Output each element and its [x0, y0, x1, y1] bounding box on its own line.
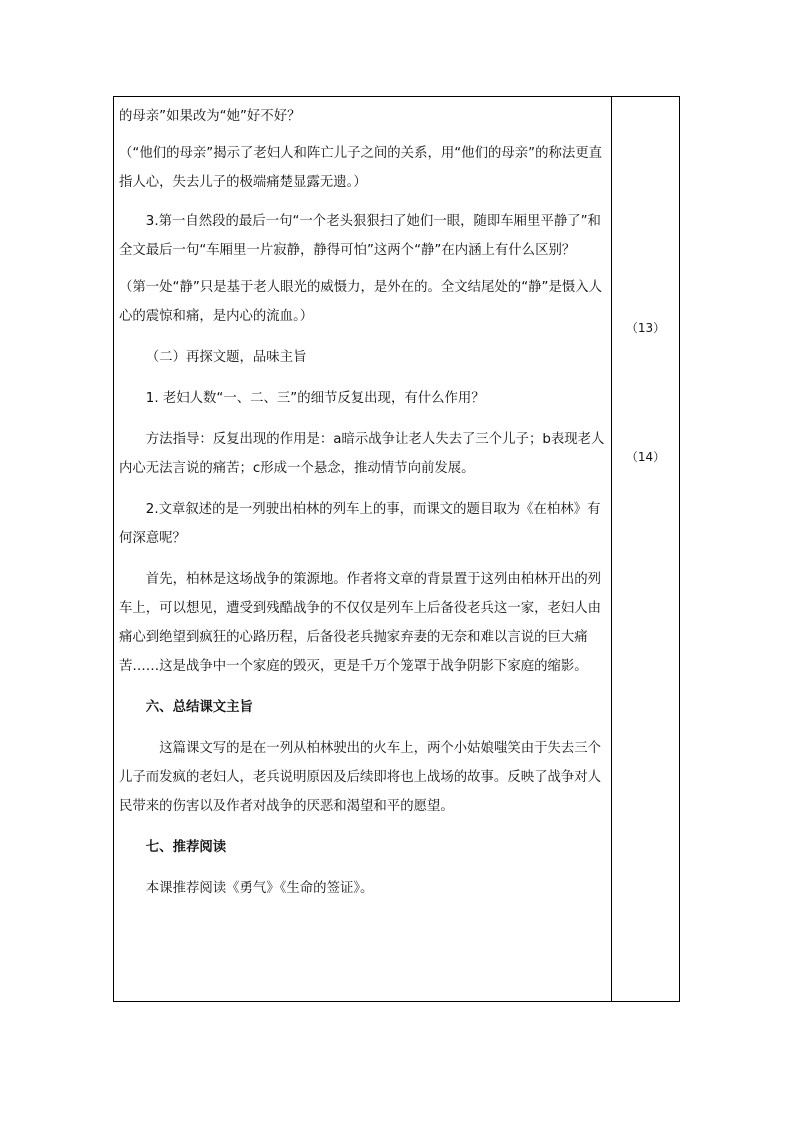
question-2: 2.文章叙述的是一列驶出柏林的列车上的事，而课文的题目取为《在柏林》有何深意呢？ [119, 502, 601, 546]
answer-paragraph: 首先，柏林是这场战争的策源地。作者将文章的背景置于这列由柏林开出的列车上，可以想见，遭受到残酷战争的不仅仅是列车上后备役老兵这一家，老妇人由痛心到绝望到疯狂的心路历程，后备役老兵抛家弃妻的无奈和难以言说的巨大痛苦……这是战争中一个家庭的毁灭，更是千万个笼罩于战争阴影下家庭的缩影。 [119, 572, 602, 674]
method-guide: 方法指导：反复出现的作用是：a暗示战争让老人失去了三个儿子；b表现老人内心无法言说的痛苦；c形成一个悬念，推动情节向前发展。 [119, 432, 605, 476]
side-note-13: （13） [625, 321, 666, 335]
section-heading-7: 七、推荐阅读 [145, 840, 227, 855]
answer-paragraph: （“他们的母亲”揭示了老妇人和阵亡儿子之间的关系，用“他们的母亲”的称法更直指人心，失去儿子的极端痛楚显露无遗。） [119, 146, 603, 190]
section-heading-6: 六、总结课文主旨 [145, 700, 253, 715]
question-3: 3.第一自然段的最后一句“一个老头狠狠扫了她们一眼，随即车厢里平静了”和全文最后一句“车厢里一片寂静，静得可怕”这两个“静”在内涵上有什么区别？ [119, 214, 601, 258]
column-divider [611, 96, 612, 1002]
question-1: 1. 老妇人数“一、二、三”的细节反复出现，有什么作用？ [145, 391, 485, 406]
question-continuation: 的母亲”如果改为“她”好不好？ [119, 109, 301, 124]
reading-recommendation: 本课推荐阅读《勇气》《生命的签证》。 [145, 881, 374, 896]
answer-paragraph: （第一处“静”只是基于老人眼光的威慑力，是外在的。全文结尾处的“静”是慑入人心的震惊和痛，是内心的流血。） [119, 280, 603, 324]
section-heading: （二）再探文题，品味主旨 [145, 350, 307, 365]
lesson-content [119, 102, 607, 903]
summary-paragraph: 这篇课文写的是在一列从柏林驶出的火车上，两个小姑娘嗤笑由于失去三个儿子而发疯的老妇人，老兵说明原因及后续即将也上战场的故事。反映了战争对人民带来的伤害以及作者对战争的厌恶和渴望和平的愿望。 [119, 741, 602, 814]
side-note-14: （14） [625, 450, 666, 464]
